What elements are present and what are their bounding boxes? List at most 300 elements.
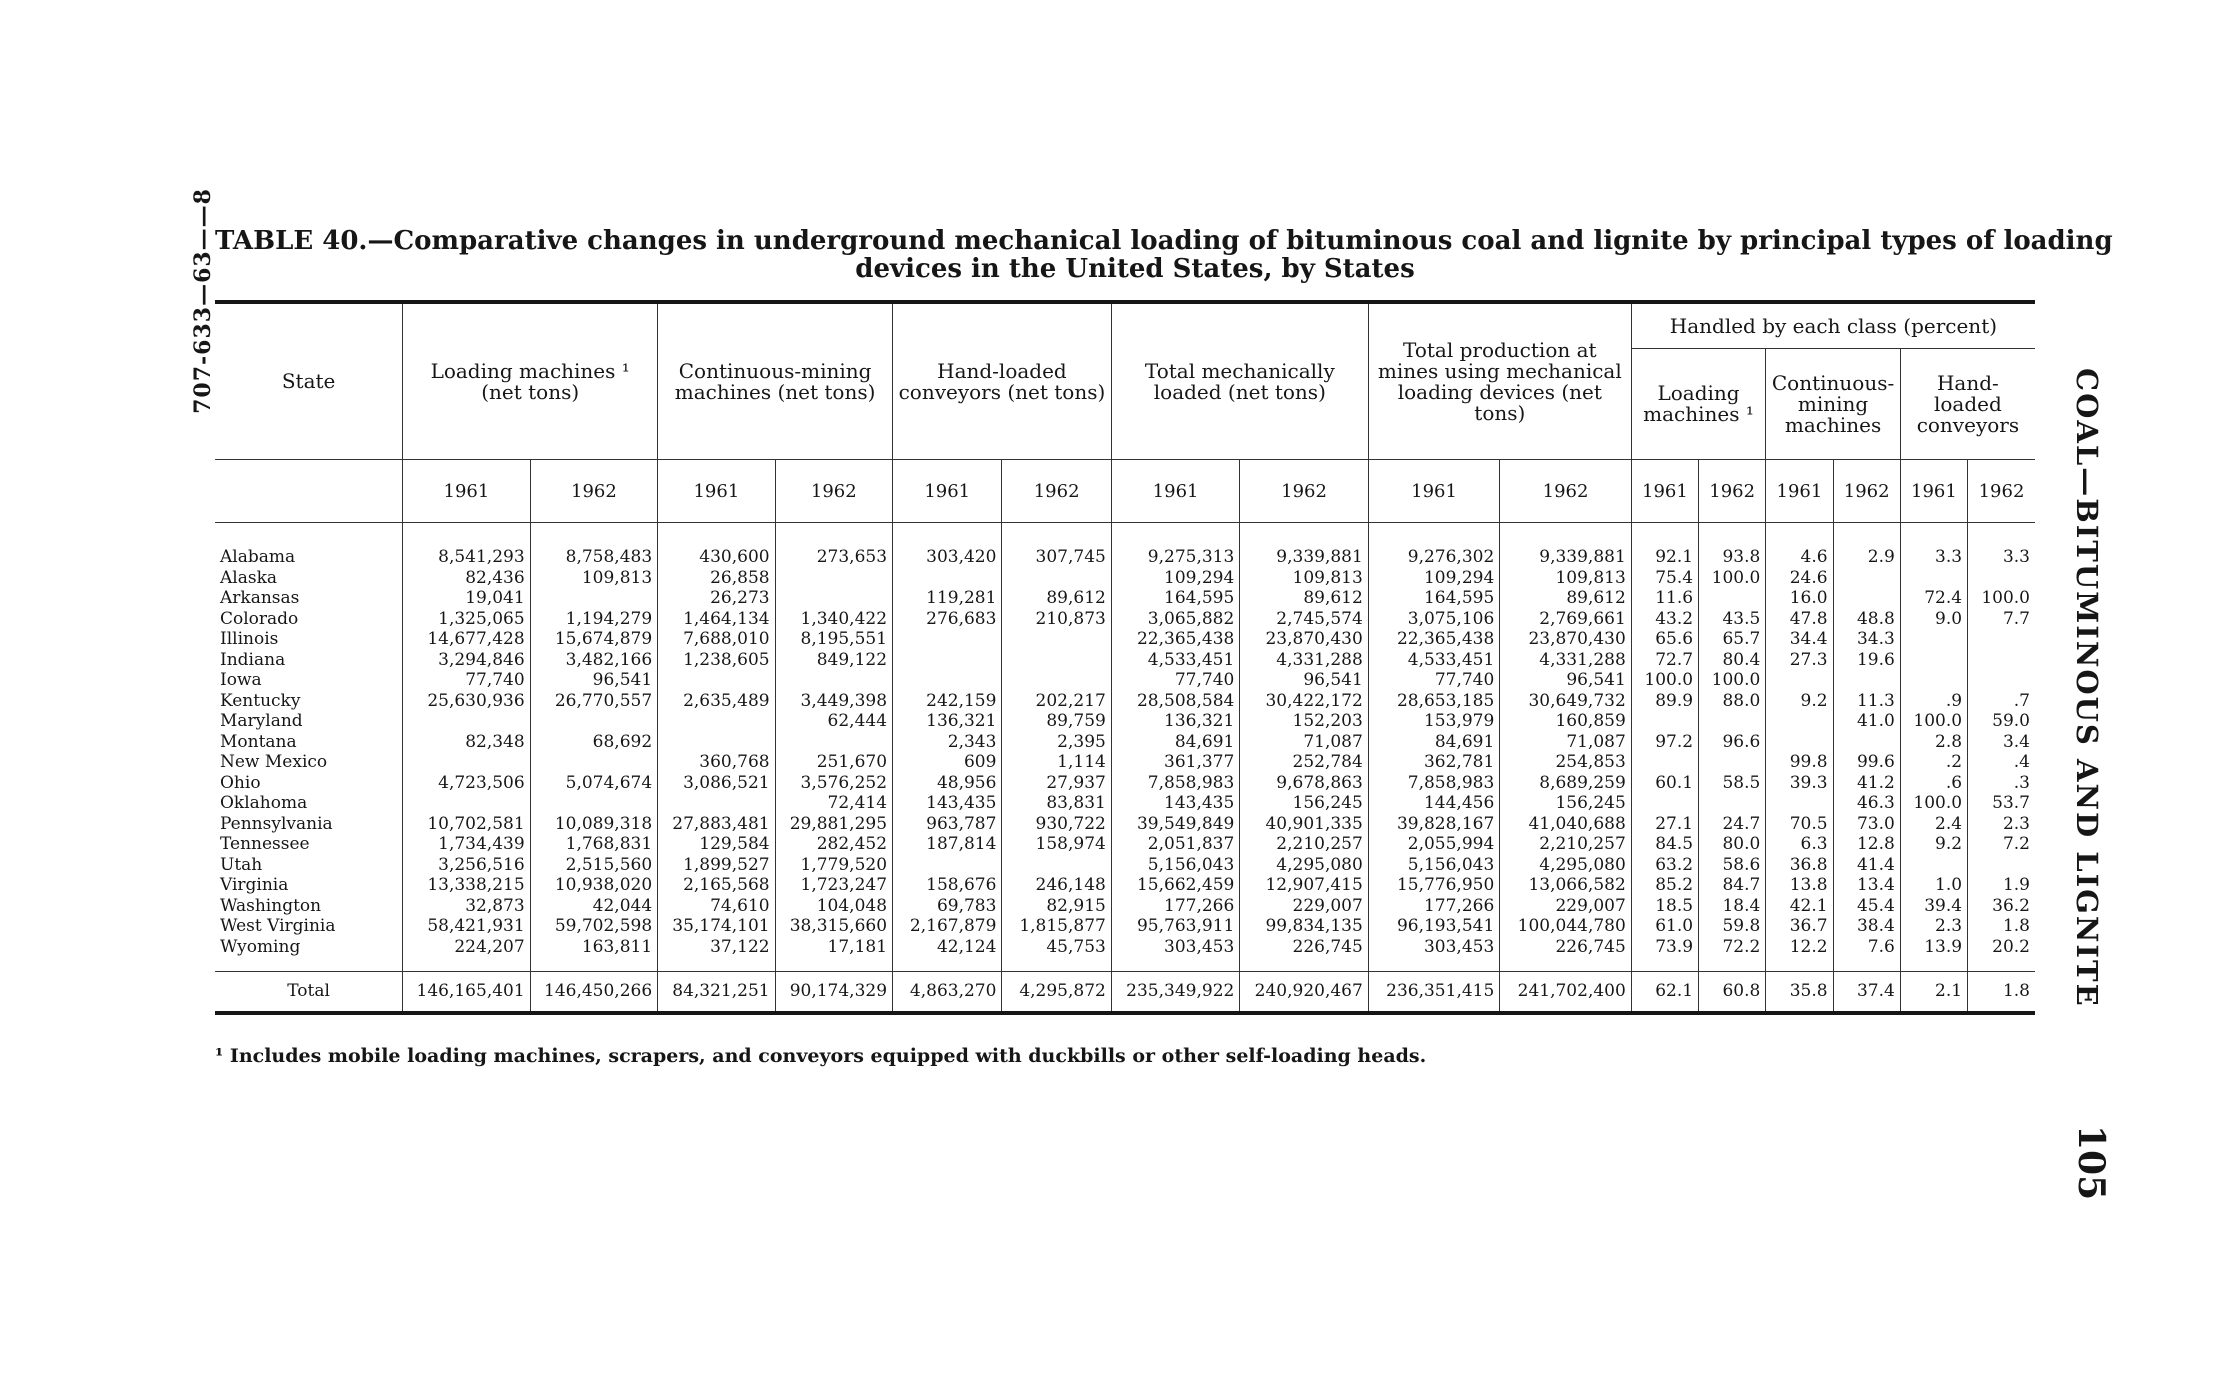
value-cell-hl61 bbox=[893, 629, 1002, 650]
year-header: 1961 bbox=[1631, 460, 1698, 523]
value-cell-tp62: 41,040,688 bbox=[1500, 814, 1632, 835]
value-cell-ph61 bbox=[1900, 650, 1967, 671]
value-cell-tp62: 30,649,732 bbox=[1500, 691, 1632, 712]
table-row bbox=[215, 732, 2035, 753]
value-cell-lm61 bbox=[403, 752, 530, 773]
value-cell-cm61: 26,273 bbox=[658, 588, 775, 609]
value-cell-tp62: 109,813 bbox=[1500, 568, 1632, 589]
value-cell-cm62 bbox=[775, 568, 892, 589]
value-cell-pl62 bbox=[1699, 793, 1766, 814]
value-cell-pc62: 7.6 bbox=[1833, 937, 1900, 972]
value-cell-cm61 bbox=[658, 670, 775, 691]
value-cell-tm62: 40,901,335 bbox=[1240, 814, 1368, 835]
value-cell-cm61: 35,174,101 bbox=[658, 916, 775, 937]
value-cell-ph62: 2.3 bbox=[1968, 814, 2035, 835]
year-header-blank bbox=[215, 460, 403, 523]
value-cell-pl61: 73.9 bbox=[1631, 937, 1698, 972]
value-cell-hl62 bbox=[1002, 855, 1111, 876]
value-cell-tm62: 2,745,574 bbox=[1240, 609, 1368, 630]
value-cell-pc62 bbox=[1833, 732, 1900, 753]
value-cell-tm62: 30,422,172 bbox=[1240, 691, 1368, 712]
value-cell-pc62: 34.3 bbox=[1833, 629, 1900, 650]
table-row bbox=[215, 793, 2035, 814]
value-cell-ph62: 3.3 bbox=[1968, 523, 2035, 568]
value-cell-ph61 bbox=[1900, 855, 1967, 876]
value-cell-ph61 bbox=[1900, 670, 1967, 691]
value-cell-lm62: 8,758,483 bbox=[530, 523, 657, 568]
table-body bbox=[215, 523, 2035, 1013]
value-cell-tp61: 109,294 bbox=[1368, 568, 1499, 589]
value-cell-ph62: 1.9 bbox=[1968, 875, 2035, 896]
value-cell-tm61: 28,508,584 bbox=[1111, 691, 1239, 712]
value-cell-tp62: 156,245 bbox=[1500, 793, 1632, 814]
value-cell-pl61: 65.6 bbox=[1631, 629, 1698, 650]
value-cell-ph61: .2 bbox=[1900, 752, 1967, 773]
value-cell-tm62: 23,870,430 bbox=[1240, 629, 1368, 650]
value-cell-tp62: 241,702,400 bbox=[1500, 972, 1632, 1013]
value-cell-pc61 bbox=[1766, 732, 1833, 753]
value-cell-tm61: 95,763,911 bbox=[1111, 916, 1239, 937]
value-cell-pl62: 18.4 bbox=[1699, 896, 1766, 917]
value-cell-cm62: 90,174,329 bbox=[775, 972, 892, 1013]
value-cell-hl62 bbox=[1002, 568, 1111, 589]
value-cell-tp61: 303,453 bbox=[1368, 937, 1499, 972]
col-hand-loaded-conveyors: Hand-loaded conveyors (net tons) bbox=[893, 302, 1112, 460]
value-cell-pc62: 12.8 bbox=[1833, 834, 1900, 855]
value-cell-cm61: 37,122 bbox=[658, 937, 775, 972]
value-cell-cm61: 360,768 bbox=[658, 752, 775, 773]
value-cell-lm61: 1,734,439 bbox=[403, 834, 530, 855]
value-cell-hl61: 119,281 bbox=[893, 588, 1002, 609]
side-printer-mark: 707-633—63——8 bbox=[190, 188, 216, 414]
value-cell-pc61 bbox=[1766, 793, 1833, 814]
value-cell-lm61: 82,436 bbox=[403, 568, 530, 589]
value-cell-tm62: 9,339,881 bbox=[1240, 523, 1368, 568]
value-cell-tm62: 240,920,467 bbox=[1240, 972, 1368, 1013]
value-cell-hl61: 187,814 bbox=[893, 834, 1002, 855]
value-cell-lm62: 5,074,674 bbox=[530, 773, 657, 794]
value-cell-hl62: 1,114 bbox=[1002, 752, 1111, 773]
value-cell-tm61: 361,377 bbox=[1111, 752, 1239, 773]
value-cell-pc61: 34.4 bbox=[1766, 629, 1833, 650]
value-cell-ph61: 2.3 bbox=[1900, 916, 1967, 937]
value-cell-tp61: 39,828,167 bbox=[1368, 814, 1499, 835]
value-cell-tm61: 164,595 bbox=[1111, 588, 1239, 609]
value-cell-tm61: 9,275,313 bbox=[1111, 523, 1239, 568]
value-cell-cm62: 1,723,247 bbox=[775, 875, 892, 896]
value-cell-tm61: 4,533,451 bbox=[1111, 650, 1239, 671]
value-cell-lm62 bbox=[530, 588, 657, 609]
value-cell-ph61 bbox=[1900, 568, 1967, 589]
state-name-cell: Oklahoma bbox=[220, 793, 308, 813]
value-cell-hl61: 4,863,270 bbox=[893, 972, 1002, 1013]
value-cell-pl61: 97.2 bbox=[1631, 732, 1698, 753]
value-cell-tp62: 23,870,430 bbox=[1500, 629, 1632, 650]
state-name-cell: Ohio bbox=[220, 772, 261, 793]
value-cell-pc61: 6.3 bbox=[1766, 834, 1833, 855]
value-cell-pc61: 70.5 bbox=[1766, 814, 1833, 835]
col-pct-continuous-mining: Continuous-mining machines bbox=[1766, 349, 1901, 460]
value-cell-cm61 bbox=[658, 711, 775, 732]
value-cell-tp61: 236,351,415 bbox=[1368, 972, 1499, 1013]
value-cell-lm62: 109,813 bbox=[530, 568, 657, 589]
state-name-cell: Washington bbox=[220, 895, 322, 916]
value-cell-tm61: 15,662,459 bbox=[1111, 875, 1239, 896]
col-pct-loading-machines: Loading machines ¹ bbox=[1631, 349, 1766, 460]
value-cell-hl61: 158,676 bbox=[893, 875, 1002, 896]
value-cell-hl62: 89,759 bbox=[1002, 711, 1111, 732]
value-cell-cm61: 3,086,521 bbox=[658, 773, 775, 794]
table-title-line2: devices in the United States, by States bbox=[855, 254, 1415, 284]
value-cell-hl62 bbox=[1002, 670, 1111, 691]
value-cell-pl62: 72.2 bbox=[1699, 937, 1766, 972]
year-header: 1961 bbox=[1900, 460, 1967, 523]
value-cell-tp61: 28,653,185 bbox=[1368, 691, 1499, 712]
value-cell-tp62: 229,007 bbox=[1500, 896, 1632, 917]
value-cell-tm61: 303,453 bbox=[1111, 937, 1239, 972]
year-header: 1962 bbox=[1833, 460, 1900, 523]
state-name-cell: Virginia bbox=[220, 875, 289, 895]
value-cell-cm62: 1,779,520 bbox=[775, 855, 892, 876]
value-cell-pl61 bbox=[1631, 793, 1698, 814]
state-name-cell: Total bbox=[215, 972, 403, 1013]
value-cell-cm61: 27,883,481 bbox=[658, 814, 775, 835]
year-header: 1962 bbox=[1002, 460, 1111, 523]
value-cell-ph61: 9.2 bbox=[1900, 834, 1967, 855]
value-cell-pc62: 41.0 bbox=[1833, 711, 1900, 732]
value-cell-cm62: 62,444 bbox=[775, 711, 892, 732]
value-cell-pc61: 9.2 bbox=[1766, 691, 1833, 712]
state-name-cell: Montana bbox=[220, 731, 297, 752]
value-cell-ph61: 1.0 bbox=[1900, 875, 1967, 896]
value-cell-lm62: 15,674,879 bbox=[530, 629, 657, 650]
value-cell-pl62: 60.8 bbox=[1699, 972, 1766, 1013]
year-header: 1961 bbox=[893, 460, 1002, 523]
value-cell-pl62: 43.5 bbox=[1699, 609, 1766, 630]
value-cell-lm61: 82,348 bbox=[403, 732, 530, 753]
table-row bbox=[215, 855, 2035, 876]
value-cell-tp61: 3,075,106 bbox=[1368, 609, 1499, 630]
value-cell-pl61: 60.1 bbox=[1631, 773, 1698, 794]
table-row bbox=[215, 834, 2035, 855]
value-cell-lm62: 42,044 bbox=[530, 896, 657, 917]
value-cell-ph61: 39.4 bbox=[1900, 896, 1967, 917]
value-cell-hl61: 303,420 bbox=[893, 523, 1002, 568]
value-cell-pl61: 61.0 bbox=[1631, 916, 1698, 937]
state-name-cell: Arkansas bbox=[220, 588, 300, 608]
value-cell-hl62: 45,753 bbox=[1002, 937, 1111, 972]
value-cell-pc62: 99.6 bbox=[1833, 752, 1900, 773]
value-cell-ph61: 3.3 bbox=[1900, 523, 1967, 568]
value-cell-hl61 bbox=[893, 650, 1002, 671]
value-cell-pc62 bbox=[1833, 588, 1900, 609]
value-cell-lm61: 32,873 bbox=[403, 896, 530, 917]
value-cell-tm62: 99,834,135 bbox=[1240, 916, 1368, 937]
value-cell-hl62: 89,612 bbox=[1002, 588, 1111, 609]
value-cell-tm61: 5,156,043 bbox=[1111, 855, 1239, 876]
value-cell-pc61: 35.8 bbox=[1766, 972, 1833, 1013]
state-name-cell: West Virginia bbox=[220, 916, 336, 936]
value-cell-tp61: 164,595 bbox=[1368, 588, 1499, 609]
value-cell-lm61: 8,541,293 bbox=[403, 523, 530, 568]
value-cell-cm62: 282,452 bbox=[775, 834, 892, 855]
value-cell-lm62: 96,541 bbox=[530, 670, 657, 691]
value-cell-tm62: 89,612 bbox=[1240, 588, 1368, 609]
table-title-line1: TABLE 40.—Comparative changes in underground mechanical loading of bituminous coal and lignite by principal types of loading bbox=[215, 226, 2113, 256]
value-cell-tm62: 4,295,080 bbox=[1240, 855, 1368, 876]
data-table bbox=[215, 300, 2035, 1015]
value-cell-tp62: 2,210,257 bbox=[1500, 834, 1632, 855]
state-name-cell: Indiana bbox=[220, 649, 286, 670]
value-cell-tp62: 71,087 bbox=[1500, 732, 1632, 753]
value-cell-tp62: 96,541 bbox=[1500, 670, 1632, 691]
value-cell-tm62: 71,087 bbox=[1240, 732, 1368, 753]
value-cell-ph61: 100.0 bbox=[1900, 711, 1967, 732]
value-cell-cm61: 1,464,134 bbox=[658, 609, 775, 630]
value-cell-hl62: 4,295,872 bbox=[1002, 972, 1111, 1013]
value-cell-tm62: 152,203 bbox=[1240, 711, 1368, 732]
value-cell-pc62: 73.0 bbox=[1833, 814, 1900, 835]
value-cell-tp62: 8,689,259 bbox=[1500, 773, 1632, 794]
value-cell-ph61: 13.9 bbox=[1900, 937, 1967, 972]
state-name-cell: Pennsylvania bbox=[220, 813, 333, 834]
value-cell-pc61: 12.2 bbox=[1766, 937, 1833, 972]
value-cell-cm61: 1,238,605 bbox=[658, 650, 775, 671]
value-cell-tp61: 9,276,302 bbox=[1368, 523, 1499, 568]
value-cell-pl61: 84.5 bbox=[1631, 834, 1698, 855]
value-cell-hl61 bbox=[893, 670, 1002, 691]
year-header: 1961 bbox=[658, 460, 775, 523]
value-cell-tm61: 84,691 bbox=[1111, 732, 1239, 753]
table-row bbox=[215, 916, 2035, 937]
value-cell-lm62 bbox=[530, 793, 657, 814]
value-cell-lm61: 4,723,506 bbox=[403, 773, 530, 794]
value-cell-cm62: 8,195,551 bbox=[775, 629, 892, 650]
value-cell-cm62: 17,181 bbox=[775, 937, 892, 972]
value-cell-pl62 bbox=[1699, 588, 1766, 609]
value-cell-cm62 bbox=[775, 588, 892, 609]
col-handled-percent-group: Handled by each class (percent) bbox=[1631, 302, 2035, 349]
value-cell-lm61: 146,165,401 bbox=[403, 972, 530, 1013]
state-name-cell: Alabama bbox=[220, 547, 296, 567]
value-cell-pl62: 65.7 bbox=[1699, 629, 1766, 650]
table-row bbox=[215, 629, 2035, 650]
value-cell-hl62: 158,974 bbox=[1002, 834, 1111, 855]
value-cell-ph62: 1.8 bbox=[1968, 972, 2035, 1013]
value-cell-pc62 bbox=[1833, 670, 1900, 691]
value-cell-hl62: 202,217 bbox=[1002, 691, 1111, 712]
value-cell-hl62: 1,815,877 bbox=[1002, 916, 1111, 937]
value-cell-ph62 bbox=[1968, 629, 2035, 650]
table-row bbox=[215, 568, 2035, 589]
value-cell-cm62: 29,881,295 bbox=[775, 814, 892, 835]
table-row bbox=[215, 814, 2035, 835]
value-cell-pc62: 38.4 bbox=[1833, 916, 1900, 937]
value-cell-hl62: 210,873 bbox=[1002, 609, 1111, 630]
table-row bbox=[215, 609, 2035, 630]
value-cell-pc62: 2.9 bbox=[1833, 523, 1900, 568]
col-state: State bbox=[215, 302, 403, 460]
value-cell-lm62: 26,770,557 bbox=[530, 691, 657, 712]
value-cell-tm62: 229,007 bbox=[1240, 896, 1368, 917]
value-cell-tp61: 5,156,043 bbox=[1368, 855, 1499, 876]
value-cell-tm61: 136,321 bbox=[1111, 711, 1239, 732]
value-cell-hl61: 609 bbox=[893, 752, 1002, 773]
value-cell-pl61: 27.1 bbox=[1631, 814, 1698, 835]
value-cell-cm62 bbox=[775, 732, 892, 753]
value-cell-pc62: 41.4 bbox=[1833, 855, 1900, 876]
value-cell-ph62: 7.2 bbox=[1968, 834, 2035, 855]
value-cell-tp61: 153,979 bbox=[1368, 711, 1499, 732]
table-row bbox=[215, 670, 2035, 691]
running-head: COAL—BITUMINOUS AND LIGNITE bbox=[2070, 368, 2104, 1008]
value-cell-cm61 bbox=[658, 793, 775, 814]
value-cell-pl61 bbox=[1631, 752, 1698, 773]
value-cell-pl61: 100.0 bbox=[1631, 670, 1698, 691]
value-cell-lm62: 1,194,279 bbox=[530, 609, 657, 630]
value-cell-cm61: 26,858 bbox=[658, 568, 775, 589]
value-cell-pl62: 58.5 bbox=[1699, 773, 1766, 794]
value-cell-tp61: 96,193,541 bbox=[1368, 916, 1499, 937]
table-row bbox=[215, 752, 2035, 773]
value-cell-ph61 bbox=[1900, 629, 1967, 650]
year-header: 1962 bbox=[775, 460, 892, 523]
state-name-cell: Wyoming bbox=[220, 936, 301, 957]
value-cell-tm61: 109,294 bbox=[1111, 568, 1239, 589]
state-name-cell: Maryland bbox=[220, 711, 303, 731]
value-cell-ph61: 2.4 bbox=[1900, 814, 1967, 835]
value-cell-pl62: 80.0 bbox=[1699, 834, 1766, 855]
value-cell-hl62: 307,745 bbox=[1002, 523, 1111, 568]
value-cell-hl62: 2,395 bbox=[1002, 732, 1111, 753]
value-cell-pc61: 16.0 bbox=[1766, 588, 1833, 609]
value-cell-pl62: 100.0 bbox=[1699, 670, 1766, 691]
value-cell-pl61: 11.6 bbox=[1631, 588, 1698, 609]
value-cell-hl62: 246,148 bbox=[1002, 875, 1111, 896]
value-cell-lm62: 2,515,560 bbox=[530, 855, 657, 876]
value-cell-lm62: 59,702,598 bbox=[530, 916, 657, 937]
value-cell-pl62: 84.7 bbox=[1699, 875, 1766, 896]
value-cell-tm61: 22,365,438 bbox=[1111, 629, 1239, 650]
value-cell-tp61: 362,781 bbox=[1368, 752, 1499, 773]
value-cell-pc62: 48.8 bbox=[1833, 609, 1900, 630]
value-cell-tp61: 84,691 bbox=[1368, 732, 1499, 753]
value-cell-cm62: 104,048 bbox=[775, 896, 892, 917]
value-cell-pl61: 72.7 bbox=[1631, 650, 1698, 671]
table-row bbox=[215, 896, 2035, 917]
value-cell-tp61: 4,533,451 bbox=[1368, 650, 1499, 671]
value-cell-tm62: 156,245 bbox=[1240, 793, 1368, 814]
value-cell-hl62: 82,915 bbox=[1002, 896, 1111, 917]
value-cell-ph62: .3 bbox=[1968, 773, 2035, 794]
value-cell-lm61: 58,421,931 bbox=[403, 916, 530, 937]
value-cell-hl61 bbox=[893, 568, 1002, 589]
value-cell-lm61: 14,677,428 bbox=[403, 629, 530, 650]
value-cell-ph62 bbox=[1968, 568, 2035, 589]
state-name-cell: Utah bbox=[220, 854, 263, 875]
value-cell-tp62: 4,295,080 bbox=[1500, 855, 1632, 876]
value-cell-cm61: 129,584 bbox=[658, 834, 775, 855]
table-row bbox=[215, 523, 2035, 568]
value-cell-tp61: 177,266 bbox=[1368, 896, 1499, 917]
value-cell-tm61: 77,740 bbox=[1111, 670, 1239, 691]
value-cell-lm61 bbox=[403, 793, 530, 814]
value-cell-tm62: 226,745 bbox=[1240, 937, 1368, 972]
value-cell-hl62: 930,722 bbox=[1002, 814, 1111, 835]
value-cell-hl61: 48,956 bbox=[893, 773, 1002, 794]
year-header: 1961 bbox=[1368, 460, 1499, 523]
year-header: 1962 bbox=[1968, 460, 2035, 523]
col-continuous-mining: Continuous-mining machines (net tons) bbox=[658, 302, 893, 460]
value-cell-cm62: 273,653 bbox=[775, 523, 892, 568]
col-total-production: Total production at mines using mechanical loading devices (net tons) bbox=[1368, 302, 1631, 460]
value-cell-lm61: 3,256,516 bbox=[403, 855, 530, 876]
value-cell-pc62: 41.2 bbox=[1833, 773, 1900, 794]
table-header bbox=[215, 302, 2035, 523]
value-cell-cm62: 72,414 bbox=[775, 793, 892, 814]
value-cell-pl61: 92.1 bbox=[1631, 523, 1698, 568]
value-cell-cm61: 2,165,568 bbox=[658, 875, 775, 896]
value-cell-ph62: 53.7 bbox=[1968, 793, 2035, 814]
value-cell-hl61: 276,683 bbox=[893, 609, 1002, 630]
value-cell-tm61: 177,266 bbox=[1111, 896, 1239, 917]
value-cell-tp61: 2,055,994 bbox=[1368, 834, 1499, 855]
value-cell-pc61: 36.7 bbox=[1766, 916, 1833, 937]
value-cell-pl62: 96.6 bbox=[1699, 732, 1766, 753]
value-cell-lm61 bbox=[403, 711, 530, 732]
value-cell-lm61: 19,041 bbox=[403, 588, 530, 609]
table-row bbox=[215, 773, 2035, 794]
value-cell-hl61 bbox=[893, 855, 1002, 876]
value-cell-cm62: 38,315,660 bbox=[775, 916, 892, 937]
state-name-cell: Illinois bbox=[220, 629, 279, 649]
value-cell-tm62: 109,813 bbox=[1240, 568, 1368, 589]
value-cell-pl61: 43.2 bbox=[1631, 609, 1698, 630]
table-row bbox=[215, 691, 2035, 712]
value-cell-ph61: 2.1 bbox=[1900, 972, 1967, 1013]
value-cell-ph61: .6 bbox=[1900, 773, 1967, 794]
value-cell-pc61: 42.1 bbox=[1766, 896, 1833, 917]
col-loading-machines: Loading machines ¹ (net tons) bbox=[403, 302, 658, 460]
value-cell-cm62: 849,122 bbox=[775, 650, 892, 671]
value-cell-tp62: 89,612 bbox=[1500, 588, 1632, 609]
value-cell-lm61: 13,338,215 bbox=[403, 875, 530, 896]
value-cell-pl62: 88.0 bbox=[1699, 691, 1766, 712]
value-cell-pl61 bbox=[1631, 711, 1698, 732]
value-cell-pc61: 39.3 bbox=[1766, 773, 1833, 794]
value-cell-pl61: 89.9 bbox=[1631, 691, 1698, 712]
value-cell-pc62: 37.4 bbox=[1833, 972, 1900, 1013]
value-cell-lm61: 10,702,581 bbox=[403, 814, 530, 835]
year-header: 1961 bbox=[1766, 460, 1833, 523]
value-cell-pc62: 19.6 bbox=[1833, 650, 1900, 671]
value-cell-hl62: 83,831 bbox=[1002, 793, 1111, 814]
table-total-row bbox=[215, 972, 2035, 1013]
value-cell-ph62: 100.0 bbox=[1968, 588, 2035, 609]
value-cell-hl62: 27,937 bbox=[1002, 773, 1111, 794]
value-cell-hl61: 2,343 bbox=[893, 732, 1002, 753]
year-header: 1961 bbox=[1111, 460, 1239, 523]
value-cell-ph62: .7 bbox=[1968, 691, 2035, 712]
value-cell-cm62: 251,670 bbox=[775, 752, 892, 773]
col-total-mechanically-loaded: Total mechanically loaded (net tons) bbox=[1111, 302, 1368, 460]
value-cell-cm61: 430,600 bbox=[658, 523, 775, 568]
value-cell-tp62: 226,745 bbox=[1500, 937, 1632, 972]
value-cell-tp62: 2,769,661 bbox=[1500, 609, 1632, 630]
value-cell-tm62: 2,210,257 bbox=[1240, 834, 1368, 855]
year-header: 1962 bbox=[1500, 460, 1632, 523]
year-header: 1962 bbox=[1240, 460, 1368, 523]
